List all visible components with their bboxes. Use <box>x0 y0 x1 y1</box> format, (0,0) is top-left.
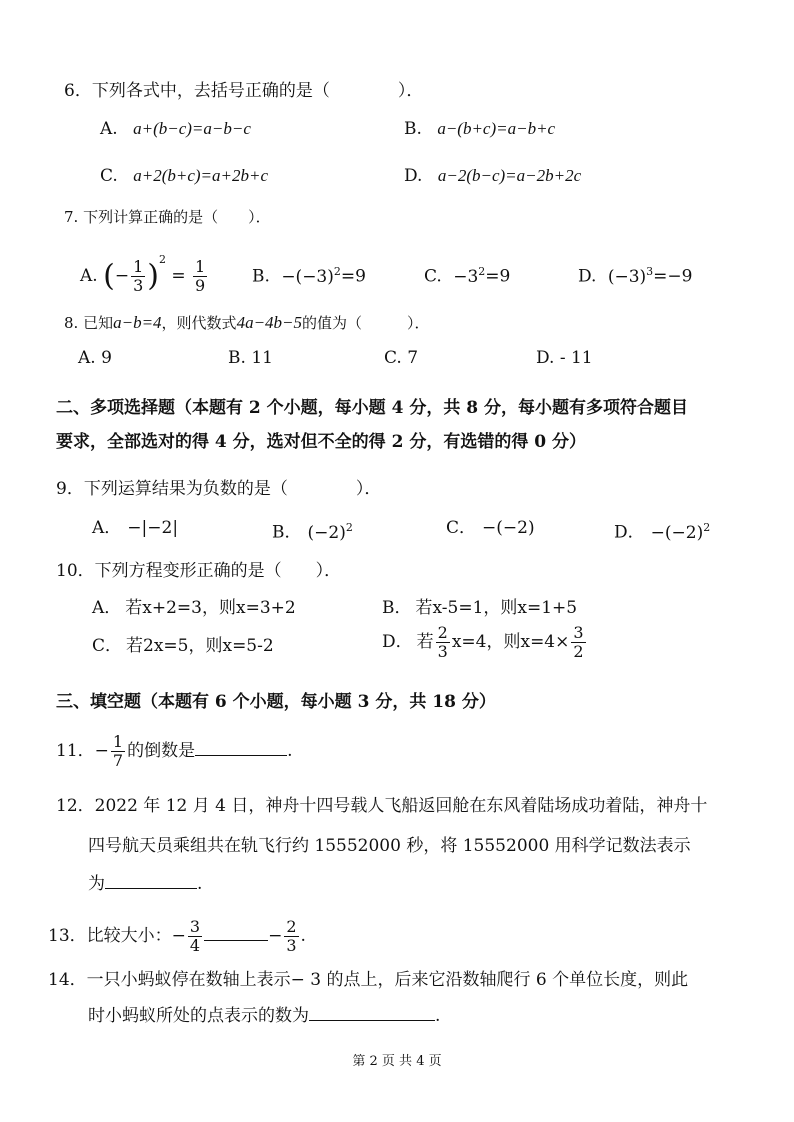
option-letter: B． <box>272 522 302 543</box>
section-2-heading-line1: 二、多项选择题（本题有 2 个小题，每小题 4 分，共 8 分，每小题有多项符合题目 <box>56 398 688 418</box>
option-letter: B. <box>252 266 270 287</box>
question-10-stem: 10．下列方程变形正确的是（ ）． <box>56 561 342 581</box>
q7-option-b <box>252 260 366 289</box>
q10-option-c <box>92 634 274 658</box>
question-12-line1: 12．2022 年 12 月 4 日，神舟十四号载人飞船返回舱在东风着陆场成功着陆，神舟十 <box>56 796 708 816</box>
q8-option-d <box>536 346 593 370</box>
fraction <box>111 733 125 770</box>
q10-option-b <box>382 596 577 620</box>
option-text: 若 <box>416 632 434 652</box>
paren-open: ( <box>103 258 115 294</box>
denominator: 2 <box>573 642 584 661</box>
q9-option-d <box>614 516 710 545</box>
q9-option-a <box>92 516 178 540</box>
denominator: 3 <box>133 276 144 295</box>
option-letter: B. <box>404 119 422 139</box>
option-expr: −(−3) <box>281 266 334 287</box>
option-value: - 11 <box>559 348 593 368</box>
option-letter: D. <box>536 348 555 368</box>
period: . <box>435 1006 441 1026</box>
section-2-heading-line2: 要求，全部选对的得 4 分，选对但不全的得 2 分，有选错的得 0 分） <box>56 432 586 452</box>
option-letter: A． <box>92 518 122 538</box>
q10-option-d <box>382 624 588 661</box>
option-expr: a+2(b+c)=a+2b+c <box>133 166 268 185</box>
q7-option-c <box>424 260 510 289</box>
option-text: x=4，则x=4× <box>451 632 570 652</box>
q9-option-b <box>272 516 353 545</box>
period: . <box>197 874 203 894</box>
exponent: 2 <box>345 521 353 534</box>
q8-option-a <box>78 346 112 370</box>
option-text: 若2x=5，则x=5-2 <box>126 636 274 656</box>
stem-text: ，则代数式 <box>161 314 237 332</box>
denominator: 4 <box>189 936 201 955</box>
option-letter: D． <box>614 522 645 543</box>
option-result: =−9 <box>653 266 693 287</box>
question-6-stem: 6．下列各式中，去括号正确的是（ ）． <box>64 81 424 101</box>
question-number: 11． <box>56 741 95 761</box>
neg-sign: − <box>114 266 130 286</box>
fraction <box>436 624 450 661</box>
option-letter: B． <box>382 598 412 618</box>
answer-blank[interactable] <box>195 737 287 756</box>
question-text: 的倒数是 <box>127 741 196 761</box>
neg-sign: − <box>94 741 109 761</box>
question-13 <box>48 918 306 955</box>
question-14-line2 <box>88 1002 440 1028</box>
numerator: 3 <box>189 917 201 936</box>
option-expr: a+(b−c)=a−b−c <box>133 119 251 138</box>
answer-blank[interactable] <box>309 1002 435 1021</box>
option-text: 若x+2=3，则x=3+2 <box>125 598 296 618</box>
denominator: 9 <box>195 276 206 295</box>
condition-expr: a−b=4 <box>113 313 162 332</box>
question-9-stem: 9．下列运算结果为负数的是（ ）． <box>56 479 382 499</box>
q6-option-d <box>404 164 581 188</box>
option-letter: B. <box>228 348 246 368</box>
fraction <box>571 624 585 661</box>
option-result: =9 <box>340 266 366 287</box>
q8-option-c <box>384 346 418 370</box>
option-value: 9 <box>101 348 112 368</box>
question-11 <box>56 733 292 770</box>
option-letter: D. <box>578 266 597 287</box>
stem-text: 8. 已知 <box>64 314 114 332</box>
option-expr: −3 <box>453 266 479 287</box>
option-letter: C. <box>384 348 402 368</box>
option-expr: a−2(b−c)=a−2b+2c <box>437 166 582 185</box>
denominator: 7 <box>112 751 124 770</box>
option-letter: C． <box>92 636 123 656</box>
period: . <box>300 926 306 946</box>
q6-option-b <box>404 117 555 141</box>
option-value: 7 <box>407 348 419 368</box>
page-footer: 第 2 页 共 4 页 <box>352 1054 442 1069</box>
fraction <box>131 258 145 295</box>
exponent: 2 <box>478 265 486 278</box>
stem-text: 的值为（ ）． <box>302 314 430 332</box>
option-letter: C． <box>446 518 477 538</box>
option-letter: A. <box>100 119 118 139</box>
neg-sign: − <box>171 926 186 946</box>
exponent: 3 <box>646 265 654 278</box>
option-letter: C. <box>424 266 442 287</box>
question-text: 为 <box>88 874 105 894</box>
fraction <box>188 918 202 955</box>
q8-option-b <box>228 346 273 370</box>
question-12-line3 <box>88 870 202 896</box>
fraction-result <box>193 258 207 295</box>
numerator: 2 <box>286 917 297 936</box>
exponent: 2 <box>703 521 711 534</box>
option-letter: A. <box>78 348 96 368</box>
q10-option-a <box>92 596 296 620</box>
answer-blank[interactable] <box>105 870 197 889</box>
option-expr: −(−2) <box>650 522 704 543</box>
numerator: 1 <box>195 257 206 276</box>
numerator: 1 <box>112 732 124 751</box>
question-text: 时小蚂蚁所处的点表示的数为 <box>88 1006 309 1026</box>
option-expr: a−(b+c)=a−b+c <box>437 119 556 138</box>
option-letter: C. <box>100 166 118 186</box>
answer-blank[interactable] <box>204 922 268 941</box>
section-3-heading: 三、填空题（本题有 6 个小题，每小题 3 分，共 18 分） <box>56 692 496 712</box>
equals: = <box>171 266 186 286</box>
option-expr: (−2) <box>307 522 346 543</box>
denominator: 3 <box>437 642 448 661</box>
option-letter: A． <box>92 598 122 618</box>
exponent: 2 <box>158 253 166 266</box>
fraction <box>284 918 298 955</box>
neg-sign: − <box>268 926 283 946</box>
option-letter: A. <box>80 266 98 286</box>
period: . <box>287 741 293 761</box>
numerator: 3 <box>573 623 584 642</box>
numerator: 2 <box>437 623 448 642</box>
q9-option-c <box>446 516 535 540</box>
paren-close: ) <box>147 258 159 294</box>
q6-option-c <box>100 164 268 188</box>
option-result: =9 <box>485 266 511 287</box>
denominator: 3 <box>286 936 297 955</box>
question-12-line2: 四号航天员乘组共在轨飞行约 15552000 秒，将 15552000 用科学记数法表示 <box>88 836 691 856</box>
option-expr: −(−2) <box>482 518 535 538</box>
q7-option-d <box>578 260 692 289</box>
q6-option-a <box>100 117 251 141</box>
option-value: 11 <box>251 348 273 368</box>
option-letter: D． <box>382 632 413 652</box>
option-text: 若x-5=1，则x=1+5 <box>415 598 578 618</box>
algebraic-expr: 4a−4b−5 <box>236 313 303 332</box>
question-8-stem <box>64 312 430 334</box>
numerator: 1 <box>133 257 144 276</box>
question-14-line1: 14．一只小蚂蚁停在数轴上表示− 3 的点上，后来它沿数轴爬行 6 个单位长度，则此 <box>48 970 689 990</box>
option-letter: D. <box>404 166 423 186</box>
question-7-stem: 7. 下列计算正确的是（ ）． <box>64 208 271 226</box>
question-number: 13．比较大小： <box>48 926 172 946</box>
option-expr: −|−2| <box>127 518 179 538</box>
q7-option-a <box>80 248 209 295</box>
exponent: 2 <box>333 265 341 278</box>
option-expr: (−3) <box>607 266 647 287</box>
